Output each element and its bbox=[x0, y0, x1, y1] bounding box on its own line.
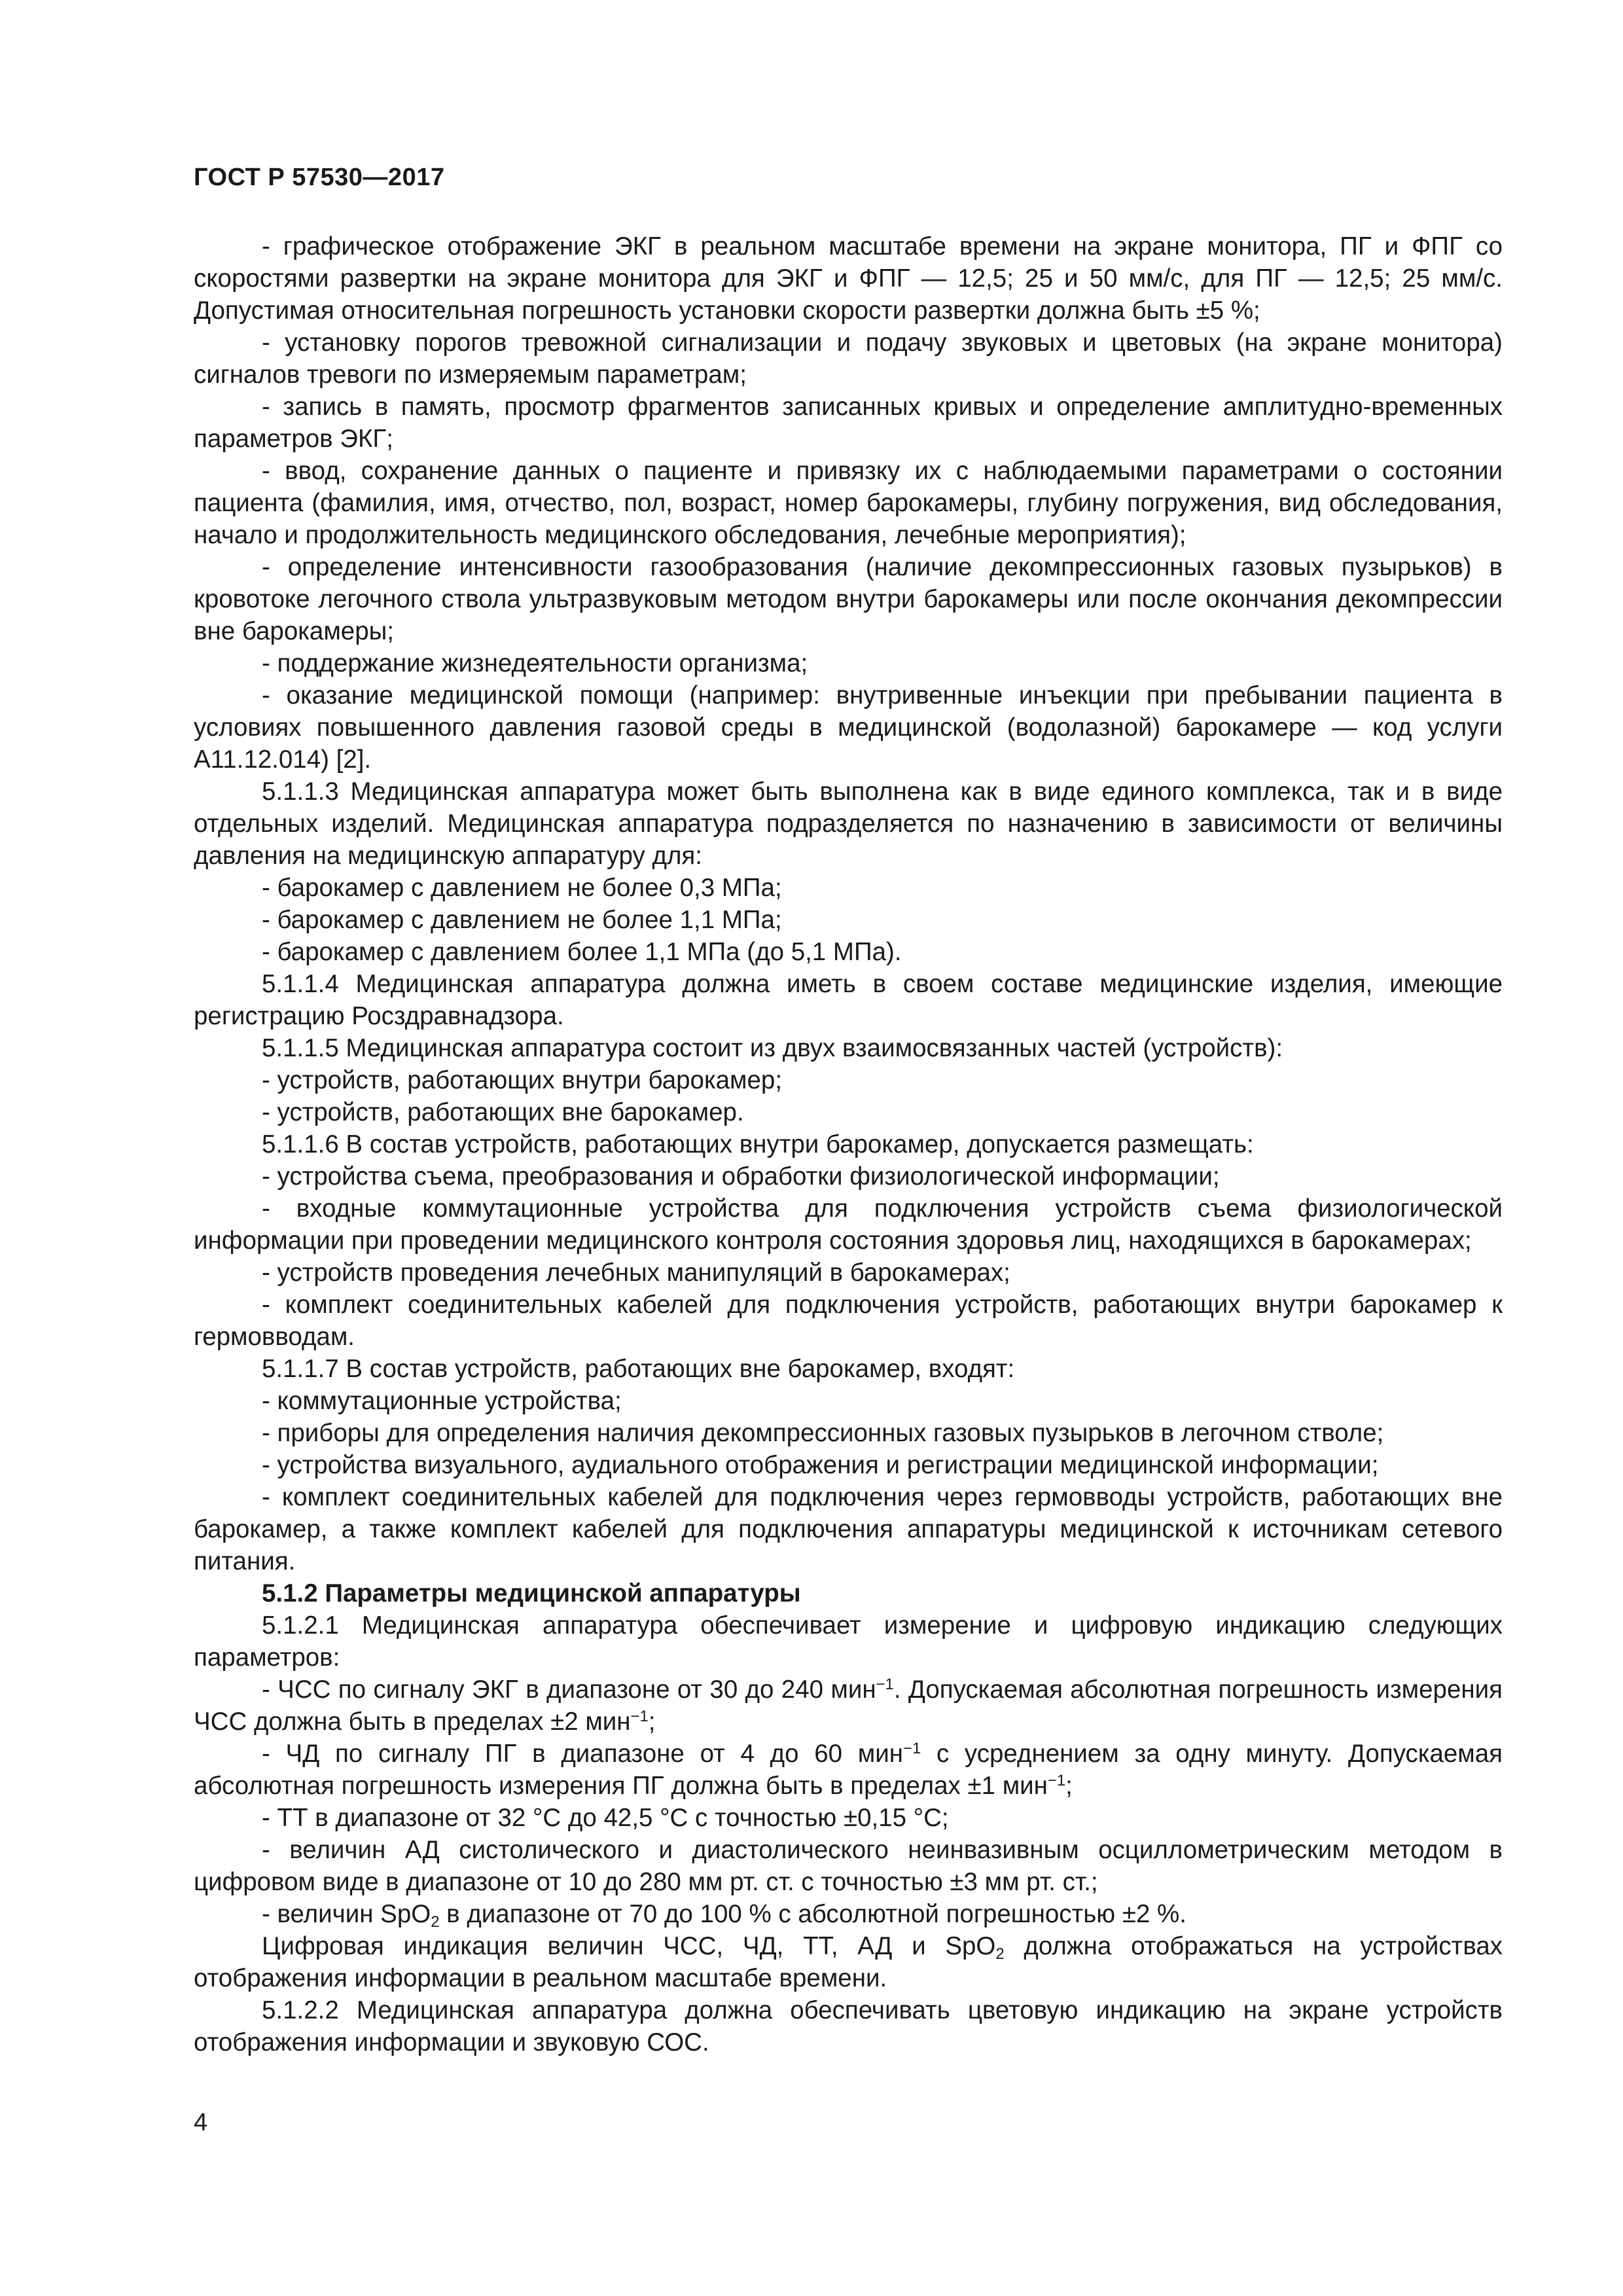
text-run: - ЧСС по сигналу ЭКГ в диапазоне от 30 до 240 мин bbox=[262, 1676, 876, 1704]
standard-header: ГОСТ Р 57530—2017 bbox=[194, 164, 445, 191]
list-item: - комплект соединительных кабелей для подключения устройств, работающих внутри барокамер к гермовводам. bbox=[194, 1291, 1503, 1351]
list-item: - приборы для определения наличия декомпрессионных газовых пузырьков в легочном стволе; bbox=[262, 1419, 1384, 1447]
superscript: −1 bbox=[903, 1739, 921, 1757]
text-run: с усреднением за одну минуту. Допускаемая абсолютная погрешность измерения ПГ должна быть в пределах ±1 мин bbox=[194, 1740, 1503, 1800]
list-item: - установку порогов тревожной сигнализации и подачу звуковых и цветовых (на экране монитора) сигналов тревоги по измеряемым параметрам; bbox=[194, 329, 1503, 389]
subscript: 2 bbox=[431, 1913, 440, 1931]
list-item: - ввод, сохранение данных о пациенте и привязку их с наблюдаемыми параметрами о состоянии пациента (фамилия, имя, отчество, пол, возраст, номер барокамеры, глубину погружения, вид обследования, начало и продолжительность медицинского обследования, лечебные мероприятия); bbox=[194, 457, 1503, 549]
list-item: - оказание медицинской помощи (например: внутривенные инъекции при пребывании пациента в условиях повышенного давления газовой среды в медицинской (водолазной) барокамере — код услуги А11.12.014) [2]. bbox=[194, 681, 1503, 774]
clause-5-1-1-5: 5.1.1.5 Медицинская аппаратура состоит из двух взаимосвязанных частей (устройств): bbox=[262, 1034, 1283, 1062]
clause-5-1-1-6: 5.1.1.6 В состав устройств, работающих внутри барокамер, допускается размещать: bbox=[262, 1130, 1254, 1158]
digital-indication-paragraph bbox=[194, 1930, 1503, 1994]
list-item: - барокамер с давлением не более 1,1 МПа; bbox=[262, 906, 782, 934]
list-item: - входные коммутационные устройства для подключения устройств съема физиологической информации при проведении медицинского контроля состояния здоровья лиц, находящихся в барокамерах; bbox=[194, 1194, 1503, 1255]
list-item: - запись в память, просмотр фрагментов записанных кривых и определение амплитудно-временных параметров ЭКГ; bbox=[194, 393, 1503, 453]
list-item-respiration-rate bbox=[194, 1738, 1503, 1802]
list-item: - графическое отображение ЭКГ в реальном масштабе времени на экране монитора, ПГ и ФПГ со скоростями развертки на экране монитора для ЭКГ и ФПГ — 12,5; 25 и 50 мм/с, для ПГ — 12,5; 25 мм/с. Допустимая относительная погрешность установки скорости развертки должна быть ±5 %; bbox=[194, 232, 1503, 325]
list-item: - барокамер с давлением более 1,1 МПа (до 5,1 МПа). bbox=[262, 938, 902, 966]
list-item: - устройств, работающих вне барокамер. bbox=[262, 1098, 744, 1126]
subscript: 2 bbox=[995, 1945, 1005, 1964]
clause-5-1-1-3: 5.1.1.3 Медицинская аппаратура может быть выполнена как в виде единого комплекса, так и в виде отдельных изделий. Медицинская аппаратура подразделяется по назначению в зависимости от величины давления на медицинскую аппаратуру для: bbox=[194, 778, 1503, 870]
text-run: Цифровая индикация величин ЧСС, ЧД, ТТ, АД и SpO bbox=[262, 1932, 996, 1960]
list-item-temperature: - ТТ в диапазоне от 32 °С до 42,5 °С с точностью ±0,15 °С; bbox=[262, 1804, 949, 1832]
text-run: в диапазоне от 70 до 100 % с абсолютной погрешностью ±2 %. bbox=[439, 1900, 1186, 1928]
list-item: - определение интенсивности газообразования (наличие декомпрессионных газовых пузырьков) в кровотоке легочного ствола ультразвуковым методом внутри барокамеры или после окончания декомпрессии вне барокамеры; bbox=[194, 553, 1503, 645]
text-run: ; bbox=[648, 1708, 656, 1736]
list-item-heart-rate bbox=[194, 1674, 1503, 1738]
list-item: - коммутационные устройства; bbox=[262, 1387, 622, 1415]
list-item-blood-pressure: - величин АД систолического и диастолического неинвазивным осциллометрическим методом в цифровом виде в диапазоне от 10 до 280 мм рт. ст. с точностью ±3 мм рт. ст.; bbox=[194, 1836, 1503, 1896]
text-run: ; bbox=[1065, 1772, 1073, 1800]
list-item: - устройств, работающих внутри барокамер; bbox=[262, 1066, 783, 1094]
list-item: - устройств проведения лечебных манипуляций в барокамерах; bbox=[262, 1259, 1010, 1287]
body-text bbox=[194, 230, 1503, 2058]
text-run: - величин SpO bbox=[262, 1900, 431, 1928]
clause-5-1-2-1: 5.1.2.1 Медицинская аппаратура обеспечивает измерение и цифровую индикацию следующих параметров: bbox=[194, 1611, 1503, 1672]
list-item: - устройства визуального, аудиального отображения и регистрации медицинской информации; bbox=[262, 1451, 1379, 1479]
list-item: - комплект соединительных кабелей для подключения через гермовводы устройств, работающих вне барокамер, а также комплект кабелей для подключения аппаратуры медицинской к источникам сетевого питания. bbox=[194, 1483, 1503, 1575]
page-number: 4 bbox=[194, 2109, 208, 2136]
list-item-spo2 bbox=[194, 1898, 1503, 1930]
list-item: - барокамер с давлением не более 0,3 МПа; bbox=[262, 874, 782, 902]
text-run: должна отображаться на устройствах отображения информации в реальном масштабе времени. bbox=[194, 1932, 1503, 1992]
clause-5-1-1-4: 5.1.1.4 Медицинская аппаратура должна иметь в своем составе медицинские изделия, имеющие регистрацию Росздравнадзора. bbox=[194, 970, 1503, 1030]
text-run: . Допускаемая абсолютная погрешность измерения ЧСС должна быть в пределах ±2 мин bbox=[194, 1676, 1503, 1736]
section-heading-5-1-2: 5.1.2 Параметры медицинской аппаратуры bbox=[262, 1579, 801, 1607]
list-item: - устройства съема, преобразования и обработки физиологической информации; bbox=[262, 1162, 1220, 1191]
superscript: −1 bbox=[630, 1707, 649, 1725]
clause-5-1-1-7: 5.1.1.7 В состав устройств, работающих вне барокамер, входят: bbox=[262, 1355, 1015, 1383]
list-item: - поддержание жизнедеятельности организма; bbox=[262, 649, 808, 677]
clause-5-1-2-2: 5.1.2.2 Медицинская аппаратура должна обеспечивать цветовую индикацию на экране устройств отображения информации и звуковую СОС. bbox=[194, 1996, 1503, 2056]
text-run: - ЧД по сигналу ПГ в диапазоне от 4 до 60 мин bbox=[262, 1740, 904, 1768]
superscript: −1 bbox=[876, 1675, 894, 1693]
superscript: −1 bbox=[1047, 1771, 1066, 1789]
